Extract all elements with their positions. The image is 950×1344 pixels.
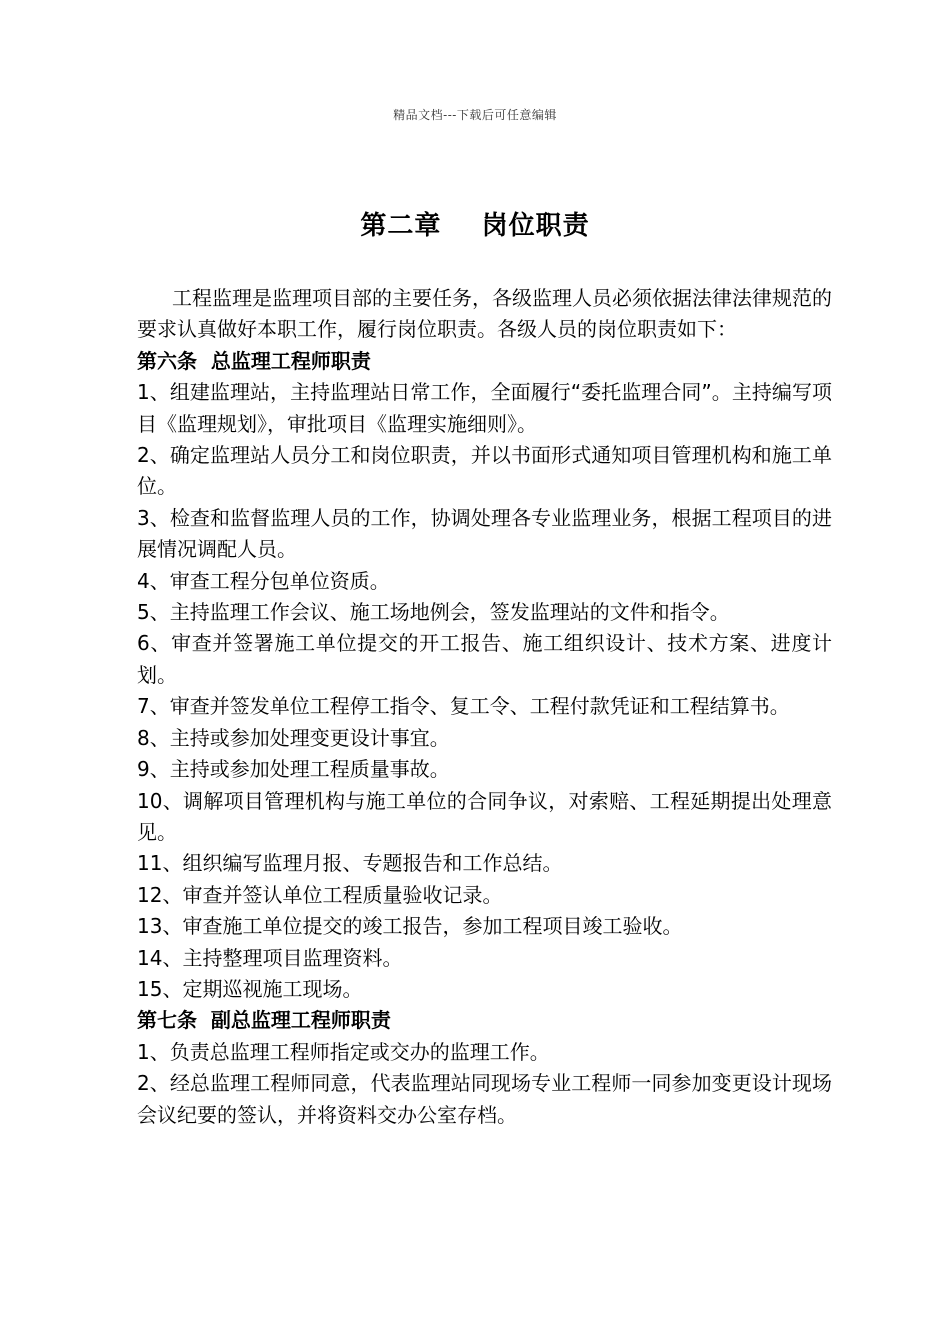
article-heading-7: 第七条 副总监理工程师职责 [137, 1008, 391, 1033]
list-item: 2、确定监理站人员分工和岗位职责，并以书面形式通知项目管理机构和施工单位。 [137, 443, 832, 499]
list-item: 15、定期巡视施工现场。 [137, 976, 363, 1001]
article-heading-6: 第六条 总监理工程师职责 [137, 348, 371, 373]
intro-paragraph: 工程监理是监理项目部的主要任务，各级监理人员必须依据法律法律规范的要求认真做好本职工作，履行岗位职责。各级人员的岗位职责如下： [137, 286, 832, 342]
list-item: 11、组织编写监理月报、专题报告和工作总结。 [137, 851, 563, 876]
list-item: 7、审查并签发单位工程停工指令、复工令、工程付款凭证和工程结算书。 [137, 694, 790, 719]
list-item: 4、审查工程分包单位资质。 [137, 568, 390, 593]
list-item: 10、调解项目管理机构与施工单位的合同争议，对索赔、工程延期提出处理意见。 [137, 788, 832, 844]
list-item: 6、审查并签署施工单位提交的开工报告、施工组织设计、技术方案、进度计划。 [137, 631, 832, 687]
document-body [137, 283, 832, 1131]
list-item: 1、组建监理站，主持监理站日常工作，全面履行“委托监理合同”。主持编写项目《监理规划》，审批项目《监理实施细则》。 [137, 380, 832, 436]
header-note: 精品文档---下载后可任意编辑 [393, 108, 557, 122]
list-item: 2、经总监理工程师同意，代表监理站同现场专业工程师一同参加变更设计现场会议纪要的签认，并将资料交办公室存档。 [137, 1071, 832, 1127]
list-item: 5、主持监理工作会议、施工场地例会，签发监理站的文件和指令。 [137, 600, 730, 625]
list-item: 13、审查施工单位提交的竣工报告，参加工程项目竣工验收。 [137, 914, 683, 939]
list-item: 8、主持或参加处理变更设计事宜。 [137, 725, 450, 750]
chapter-title: 第二章 岗位职责 [360, 211, 590, 241]
list-item: 1、负责总监理工程师指定或交办的监理工作。 [137, 1039, 550, 1064]
list-item: 12、审查并签认单位工程质量验收记录。 [137, 882, 503, 907]
list-item: 14、主持整理项目监理资料。 [137, 945, 403, 970]
list-item: 9、主持或参加处理工程质量事故。 [137, 757, 450, 782]
list-item: 3、检查和监督监理人员的工作，协调处理各专业监理业务，根据工程项目的进展情况调配人员。 [137, 505, 832, 562]
